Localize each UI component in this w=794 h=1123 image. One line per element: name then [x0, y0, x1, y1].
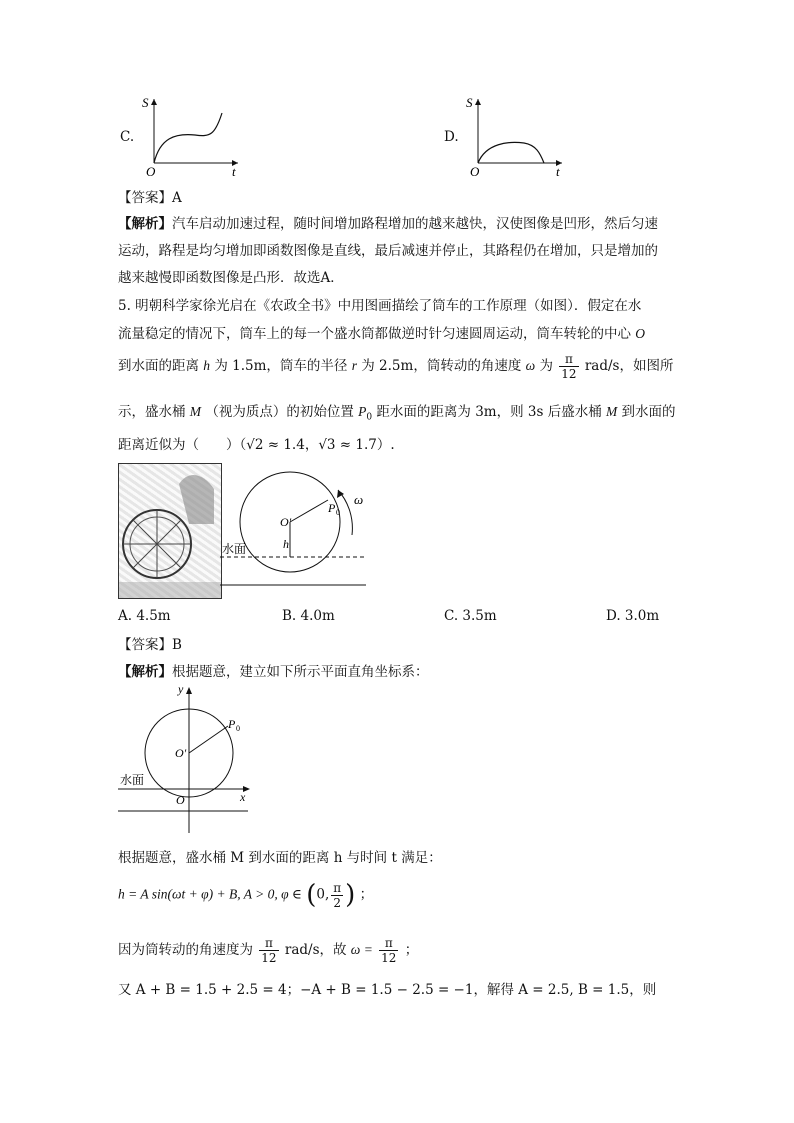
text: ）. — [376, 437, 395, 453]
option-c: C. 3.5m — [444, 608, 497, 624]
q5-line-4 — [118, 400, 676, 423]
q5-line-3 — [118, 352, 673, 381]
sqrt2-approx: √2 ≈ 1.4 — [246, 437, 305, 453]
formula-text: ω = — [350, 942, 373, 957]
option-d-graph — [464, 93, 569, 178]
var-m: M — [189, 404, 202, 419]
text: ； — [359, 886, 374, 903]
option-b: B. 4.0m — [282, 608, 335, 624]
origin-label: O — [146, 164, 156, 178]
q4-answer: 【答案】A — [118, 190, 182, 206]
text: 到水面的 — [621, 404, 676, 420]
paren: ) — [345, 880, 356, 910]
water-surface-label: 水面 — [222, 542, 247, 556]
x-axis-label: x — [240, 790, 246, 804]
q5-line-5 — [118, 433, 395, 453]
text: 0, — [316, 886, 330, 903]
q5-line-2 — [118, 322, 645, 342]
q5-analysis-1 — [118, 660, 429, 680]
axis-s-label: S — [466, 95, 473, 110]
origin-label: O — [470, 164, 480, 178]
y-axis-label: y — [178, 683, 184, 696]
var-r: r — [351, 358, 357, 373]
formula-text: h = A sin(ωt + φ) + B, A > 0, φ ∈ — [118, 886, 302, 902]
coordinate-diagram — [118, 683, 258, 835]
subscript: 0 — [236, 724, 240, 733]
option-d: D. 3.0m — [606, 608, 660, 624]
analysis-text: 汽车启动加速过程，随时间增加路程增加的越来越快，汉使图像是凹形，然后匀速 — [172, 216, 658, 232]
var-o: O — [635, 326, 646, 341]
h-label: h — [283, 537, 289, 551]
paren: ( — [306, 880, 317, 910]
sqrt3-approx: √3 ≈ 1.7 — [318, 437, 377, 453]
axis-s-label: S — [142, 95, 149, 110]
option-d-label: D. — [444, 129, 459, 145]
var-m: M — [606, 404, 618, 419]
text: ； — [404, 942, 419, 958]
fraction-pi-12: $\frac{\pi}{12}$ — [381, 936, 397, 965]
text: 到水面的距离 — [118, 358, 199, 374]
fraction-pi-12: $\frac{\pi}{12}$ — [261, 936, 277, 965]
q4-analysis-2: 运动，路程是均匀增加即函数图像是直线，最后减速并停止，其路程仍在增加，只是增加的 — [118, 243, 658, 259]
option-c-label: C. — [120, 129, 135, 145]
center-label: O' — [280, 515, 292, 529]
p0-label: P — [228, 717, 236, 731]
water-surface-label: 水面 — [120, 773, 145, 787]
text: 为 — [539, 358, 553, 374]
text: rad/s，故 — [284, 942, 347, 958]
var-p: P — [358, 404, 367, 419]
text: （视为质点）的初始位置 — [205, 404, 354, 420]
waterwheel-diagram — [220, 460, 370, 595]
analysis-text: 根据题意，建立如下所示平面直角坐标系： — [172, 664, 429, 680]
text: ， — [304, 437, 319, 453]
fraction-pi-12: $\frac{\pi}{12}$ — [561, 352, 577, 381]
analysis-tag: 【解析】 — [118, 664, 172, 680]
text: 距水面的距离为 3m，则 3s 后盛水桶 — [376, 404, 602, 420]
var-omega: ω — [525, 358, 536, 373]
var-h: h — [203, 358, 211, 373]
subscript: 0 — [336, 508, 340, 517]
text: 为 1.5m，筒车的半径 — [214, 358, 348, 374]
q5-answer: 【答案】B — [118, 637, 182, 653]
q4-analysis-3: 越来越慢即函数图像是凸形．故选A． — [118, 270, 344, 286]
waterwheel-illustration — [118, 463, 222, 599]
fraction-pi-2: $\frac{\pi}{2}$ — [333, 880, 342, 910]
subscript: 0 — [366, 412, 373, 423]
q5-analysis-2: 根据题意，盛水桶 M 到水面的距离 h 与时间 t 满足： — [118, 850, 442, 866]
q5-formula — [118, 880, 373, 910]
option-c-graph — [140, 93, 245, 178]
text: 示，盛水桶 — [118, 404, 186, 420]
omega-label: ω — [354, 492, 364, 507]
axis-t-label: t — [232, 164, 236, 178]
q5-last-line: 又 A + B = 1.5 + 2.5 = 4；−A + B = 1.5 − 2.5 = −1，解得 A = 2.5, B = 1.5，则 — [118, 982, 657, 998]
option-a: A. 4.5m — [118, 608, 171, 624]
text: rad/s，如图所 — [584, 358, 674, 374]
q4-analysis-1 — [118, 212, 658, 232]
p0-label: P — [328, 501, 336, 515]
q5-line-2-text: 流量稳定的情况下，筒车上的每一个盛水筒都做逆时针匀速圆周运动，筒车转轮的中心 — [118, 326, 631, 342]
q5-omega-line — [118, 936, 418, 965]
origin-label: O — [176, 793, 185, 807]
text: 为 2.5m，筒转动的角速度 — [361, 358, 522, 374]
analysis-tag: 【解析】 — [118, 216, 172, 232]
center-label: O' — [175, 746, 187, 760]
axis-t-label: t — [556, 164, 560, 178]
text: 因为筒转动的角速度为 — [118, 942, 253, 958]
text: 距离近似为（ ）（ — [118, 437, 247, 453]
q5-line-1: 5. 明朝科学家徐光启在《农政全书》中用图画描绘了筒车的工作原理（如图）．假定在水 — [118, 298, 642, 314]
